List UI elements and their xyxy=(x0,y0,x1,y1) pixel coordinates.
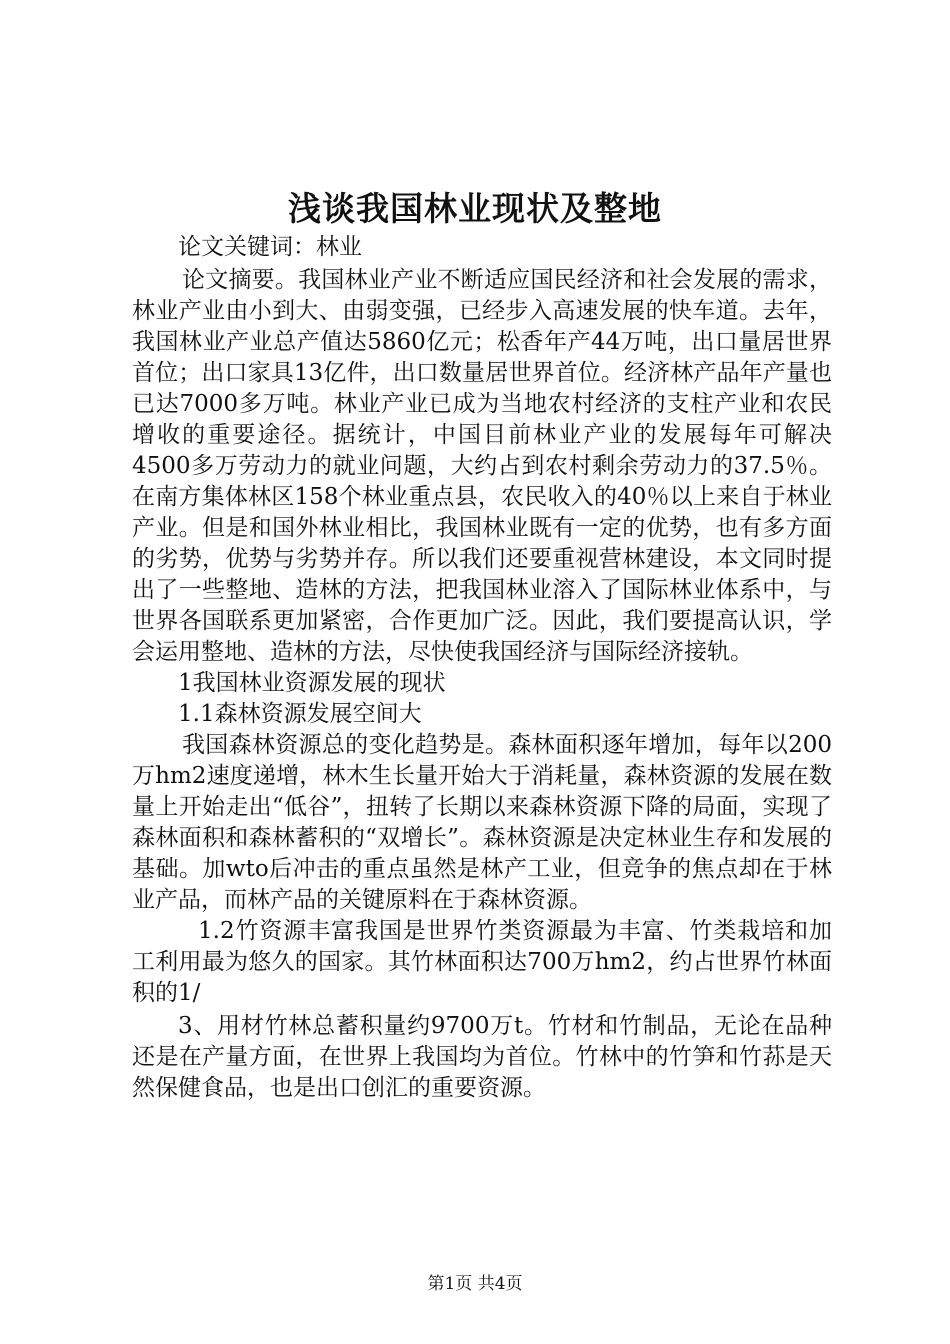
keywords-line: 论文关键词：林业 xyxy=(178,234,362,260)
subsection-heading: 1.1森林资源发展空间大 xyxy=(178,701,422,727)
page-number-footer: 第1页 共4页 xyxy=(427,1274,523,1294)
body-paragraph: 我国森林资源总的变化趋势是。森林面积逐年增加，每年以200万hm2速度递增，林木生长量开始大于消耗量，森林资源的发展在数量上开始走出“低谷”，扭转了长期以来森林资源下降的局面，实现了森林面积和森林蓄积的“双增长”。森林资源是决定林业生存和发展的基础。加wto后冲击的重点虽然是林产工业，但竞争的焦点却在于林业产品，而林产品的关键原料在于森林资源。 xyxy=(132,732,832,913)
section-heading: 1我国林业资源发展的现状 xyxy=(178,670,446,696)
document-title: 浅谈我国林业现状及整地 xyxy=(288,189,662,228)
body-paragraph: 3、用材竹林总蓄积量约9700万t。竹材和竹制品，无论在品种还是在产量方面，在世界上我国均为首位。竹林中的竹笋和竹荪是天然保健食品，也是出口创汇的重要资源。 xyxy=(132,1013,832,1101)
abstract-paragraph: 论文摘要。我国林业产业不断适应国民经济和社会发展的需求，林业产业由小到大、由弱变强，已经步入高速发展的快车道。去年，我国林业产业总产值达5860亿元；松香年产44万吨，出口量居世界首位；出口家具13亿件，出口数量居世界首位。经济林产品年产量也已达7000多万吨。林业产业已成为当地农村经济的支柱产业和农民增收的重要途径。据统计，中国目前林业产业的发展每年可解决4500多万劳动力的就业问题，大约占到农村剩余劳动力的37.5％。在南方集体林区158个林业重点县，农民收入的40％以上来自于林业产业。但是和国外林业相比，我国林业既有一定的优势，也有多方面的劣势，优势与劣势并存。所以我们还要重视营林建设，本文同时提出了一些整地、造林的方法，把我国林业溶入了国际林业体系中，与世界各国联系更加紧密，合作更加广泛。因此，我们要提高认识，学会运用整地、造林的方法，尽快使我国经济与国际经济接轨。 xyxy=(132,267,832,665)
body-paragraph: 1.2竹资源丰富我国是世界竹类资源最为丰富、竹类栽培和加工利用最为悠久的国家。其竹林面积达700万hm2，约占世界竹林面积的1/ xyxy=(132,918,832,1006)
document-body xyxy=(132,232,832,1104)
